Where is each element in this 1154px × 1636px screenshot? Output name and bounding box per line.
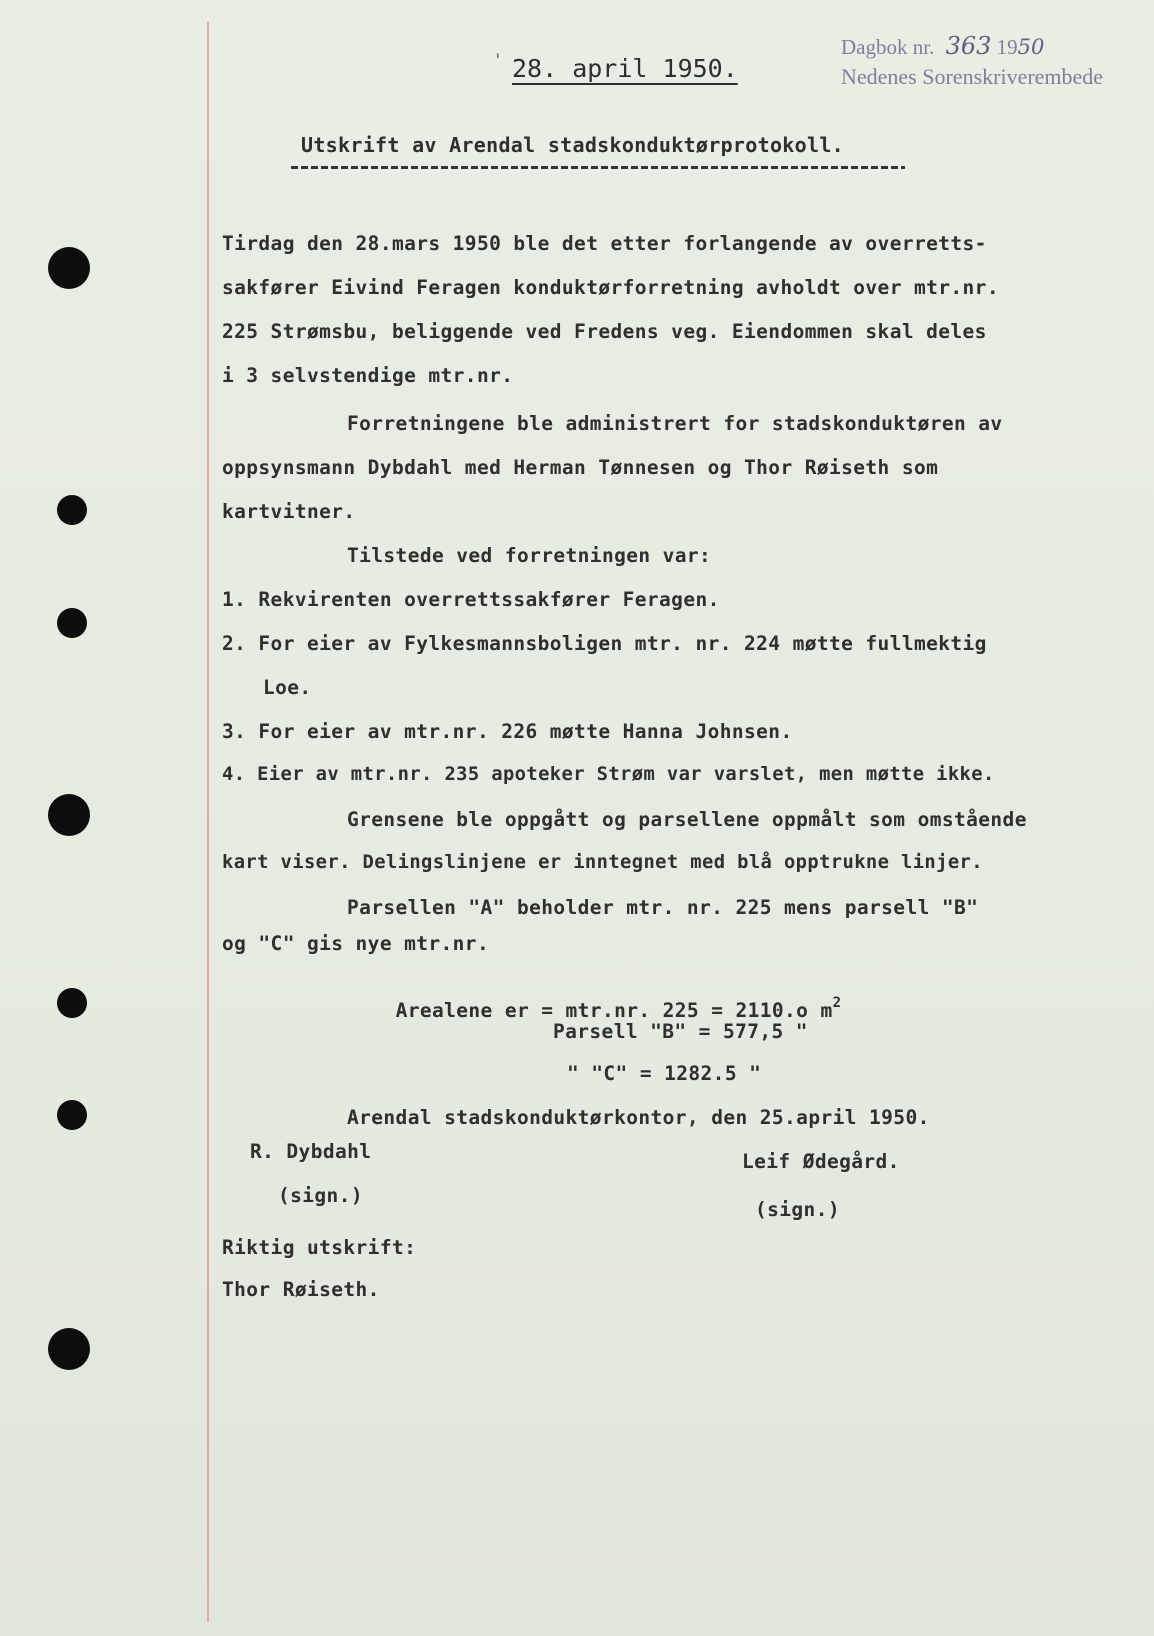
area-text: Arealene er = mtr.nr. 225 = 2110.o m	[395, 999, 833, 1022]
registry-stamp-line	[841, 32, 1044, 60]
year-suffix: 50	[1017, 35, 1045, 59]
certifier-name: Thor Røiseth.	[222, 1278, 380, 1301]
sign-marker-left: (sign.)	[278, 1184, 363, 1207]
body-line: Tirdag den 28.mars 1950 ble det etter forlangende av overretts-	[222, 232, 987, 255]
stamp-prefix: Dagbok nr.	[841, 35, 935, 59]
body-line: Tilstede ved forretningen var:	[347, 544, 712, 567]
body-line: Grensene ble oppgått og parsellene oppmålt som omstående	[347, 808, 1027, 831]
document-title: Utskrift av Arendal stadskonduktørprotokoll.	[301, 133, 845, 157]
margin-rule	[207, 22, 209, 1622]
superscript: 2	[832, 995, 842, 1011]
body-line: kartvitner.	[222, 500, 356, 523]
area-line: " "C" = 1282.5 "	[567, 1062, 762, 1085]
stamp-office: Nedenes Sorenskriverembede	[841, 64, 1104, 89]
tick-mark: '	[493, 50, 503, 69]
document-date: 28. april 1950.	[512, 54, 738, 83]
body-line: Forretningene ble administrert for stadskonduktøren av	[347, 412, 1003, 435]
area-line: Parsell "B" = 577,5 "	[553, 1020, 808, 1043]
body-line: i 3 selvstendige mtr.nr.	[222, 364, 514, 387]
body-line: oppsynsmann Dybdahl med Herman Tønnesen og Thor Røiseth som	[222, 456, 939, 479]
punch-hole	[57, 1100, 87, 1130]
punch-hole	[48, 247, 90, 289]
place-date-line: Arendal stadskonduktørkontor, den 25.april 1950.	[347, 1106, 930, 1129]
body-line: 225 Strømsbu, beliggende ved Fredens veg. Eiendommen skal deles	[222, 320, 987, 343]
punch-hole	[48, 794, 90, 836]
punch-hole	[57, 608, 87, 638]
body-line: kart viser. Delingslinjene er inntegnet med blå opptrukne linjer.	[222, 852, 983, 873]
title-underline	[291, 166, 905, 169]
list-item: 1. Rekvirenten overrettssakfører Feragen.	[222, 588, 720, 611]
punch-hole	[57, 988, 87, 1018]
body-line: Parsellen "A" beholder mtr. nr. 225 mens parsell "B"	[347, 896, 979, 919]
body-line: og "C" gis nye mtr.nr.	[222, 932, 490, 955]
list-item-continuation: Loe.	[263, 676, 312, 699]
body-line: sakfører Eivind Feragen konduktørforretning avholdt over mtr.nr.	[222, 276, 999, 299]
signature-name-left: R. Dybdahl	[250, 1140, 372, 1163]
year-prefix: 19	[996, 35, 1018, 59]
certification-line: Riktig utskrift:	[222, 1236, 417, 1259]
list-item: 3. For eier av mtr.nr. 226 møtte Hanna Johnsen.	[222, 720, 793, 743]
list-item: 4. Eier av mtr.nr. 235 apoteker Strøm var varslet, men møtte ikke.	[222, 764, 995, 785]
punch-hole	[48, 1328, 90, 1370]
sign-marker-right: (sign.)	[755, 1198, 840, 1221]
punch-hole	[57, 495, 87, 525]
list-item: 2. For eier av Fylkesmannsboligen mtr. nr. 224 møtte fullmektig	[222, 632, 987, 655]
dagbok-number: 363	[945, 32, 992, 60]
signature-name-right: Leif Ødegård.	[742, 1150, 900, 1173]
